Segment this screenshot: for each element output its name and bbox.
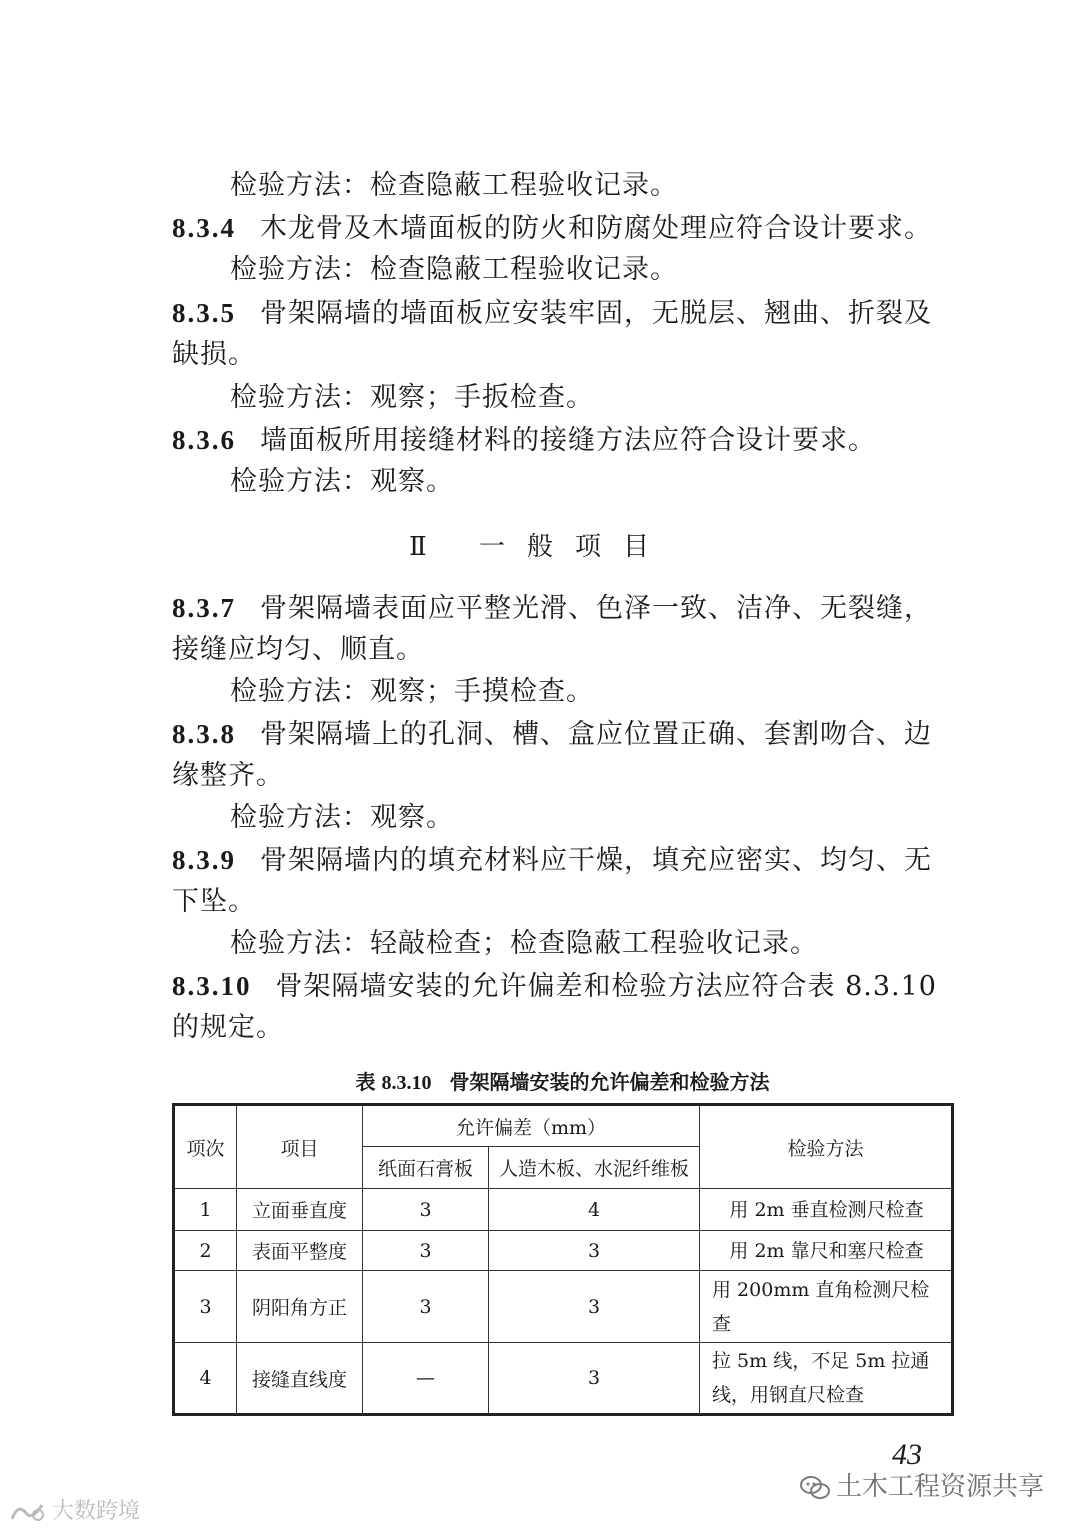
clause-number: 8.3.10: [172, 971, 252, 1001]
clause-text: 木龙骨及木墙面板的防火和防腐处理应符合设计要求。: [260, 213, 932, 244]
cell-wood-cement: 3: [489, 1343, 700, 1415]
cell-method: 用 2m 靠尺和塞尺检查: [700, 1231, 953, 1271]
cell-item: 接缝直线度: [237, 1343, 363, 1415]
watermark-right-text: 土木工程资源共享: [836, 1472, 1045, 1502]
header-index: 项次: [174, 1105, 237, 1189]
cell-method: 用 200mm 直角检测尺检查: [700, 1271, 953, 1343]
clause-text: 骨架隔墙上的孔洞、槽、盒应位置正确、套割吻合、边: [260, 719, 932, 750]
watermark-left-text: 大数跨境: [52, 1499, 141, 1524]
header-method: 检验方法: [700, 1105, 953, 1189]
clause-text: 骨架隔墙安装的允许偏差和检验方法应符合表 8.3.10: [275, 971, 937, 1002]
clause-number: 8.3.7: [172, 593, 236, 623]
cell-item: 表面平整度: [237, 1231, 363, 1271]
section-subheading: Ⅱ 一般项目: [409, 532, 671, 562]
brand-logo-icon: [8, 1501, 48, 1523]
clause-continuation: 下坠。: [172, 886, 256, 917]
header-item: 项目: [237, 1105, 363, 1189]
cell-gypsum: 3: [363, 1189, 489, 1231]
clause-text: 墙面板所用接缝材料的接缝方法应符合设计要求。: [260, 425, 876, 456]
clause-number: 8.3.9: [172, 845, 236, 875]
clause-number: 8.3.5: [172, 298, 236, 328]
cell-item: 阴阳角方正: [237, 1271, 363, 1343]
table-title-text: 骨架隔墙安装的允许偏差和检验方法: [449, 1070, 770, 1094]
cell-wood-cement: 3: [489, 1231, 700, 1271]
clause-8-3-10: [172, 966, 937, 1007]
cell-wood-cement: 3: [489, 1271, 700, 1343]
cell-gypsum: 3: [363, 1271, 489, 1343]
table-title-number: 8.3.10: [381, 1072, 432, 1094]
table-row: [174, 1343, 953, 1415]
table-title: [0, 1066, 1080, 1095]
clause-continuation: 的规定。: [172, 1012, 284, 1043]
watermark-right: [800, 1466, 1044, 1503]
clause-8-3-5: [172, 293, 932, 334]
page-number: 43: [892, 1438, 922, 1471]
cell-method: 用 2m 垂直检测尺检查: [700, 1189, 953, 1231]
cell-index: 2: [174, 1231, 237, 1271]
clause-continuation: 接缝应均匀、顺直。: [172, 634, 424, 665]
clause-8-3-4: [172, 208, 932, 249]
header-tolerance: 允许偏差（mm）: [363, 1105, 700, 1147]
table-title-prefix: 表: [355, 1070, 376, 1094]
clause-number: 8.3.8: [172, 719, 236, 749]
inspection-method-line: 检验方法：观察。: [230, 802, 454, 833]
cell-method: 拉 5m 线，不足 5m 拉通线，用钢直尺检查: [700, 1343, 953, 1415]
clause-number: 8.3.4: [172, 213, 236, 243]
cell-index: 1: [174, 1189, 237, 1231]
clause-8-3-9: [172, 840, 932, 881]
header-gypsum: 纸面石膏板: [363, 1147, 489, 1189]
clause-8-3-8: [172, 714, 932, 755]
clause-number: 8.3.6: [172, 425, 236, 455]
watermark-left: [8, 1494, 140, 1525]
inspection-method-line: 检验方法：检查隐蔽工程验收记录。: [230, 254, 678, 285]
cell-index: 3: [174, 1271, 237, 1343]
clause-text: 骨架隔墙的墙面板应安装牢固，无脱层、翘曲、折裂及: [260, 298, 932, 329]
table-row: [174, 1271, 953, 1343]
header-wood-cement: 人造木板、水泥纤维板: [489, 1147, 700, 1189]
table-row: [174, 1231, 953, 1271]
cell-gypsum: —: [363, 1343, 489, 1415]
cell-item: 立面垂直度: [237, 1189, 363, 1231]
inspection-method-line: 检验方法：观察；手扳检查。: [230, 382, 594, 413]
clause-continuation: 缺损。: [172, 339, 256, 370]
table-header-row: [174, 1105, 953, 1147]
inspection-method-line: 检验方法：观察；手摸检查。: [230, 676, 594, 707]
clause-8-3-6: [172, 420, 876, 461]
inspection-method-line: 检验方法：检查隐蔽工程验收记录。: [230, 170, 678, 201]
cell-index: 4: [174, 1343, 237, 1415]
tolerance-table: [172, 1103, 954, 1416]
cell-wood-cement: 4: [489, 1189, 700, 1231]
clause-text: 骨架隔墙内的填充材料应干燥，填充应密实、均匀、无: [260, 845, 932, 876]
inspection-method-line: 检验方法：观察。: [230, 466, 454, 497]
clause-text: 骨架隔墙表面应平整光滑、色泽一致、洁净、无裂缝，: [260, 593, 932, 624]
inspection-method-line: 检验方法：轻敲检查；检查隐蔽工程验收记录。: [230, 928, 818, 959]
cell-gypsum: 3: [363, 1231, 489, 1271]
clause-continuation: 缘整齐。: [172, 760, 284, 791]
clause-8-3-7: [172, 588, 932, 629]
table-row: [174, 1189, 953, 1231]
wechat-icon: [800, 1475, 830, 1501]
